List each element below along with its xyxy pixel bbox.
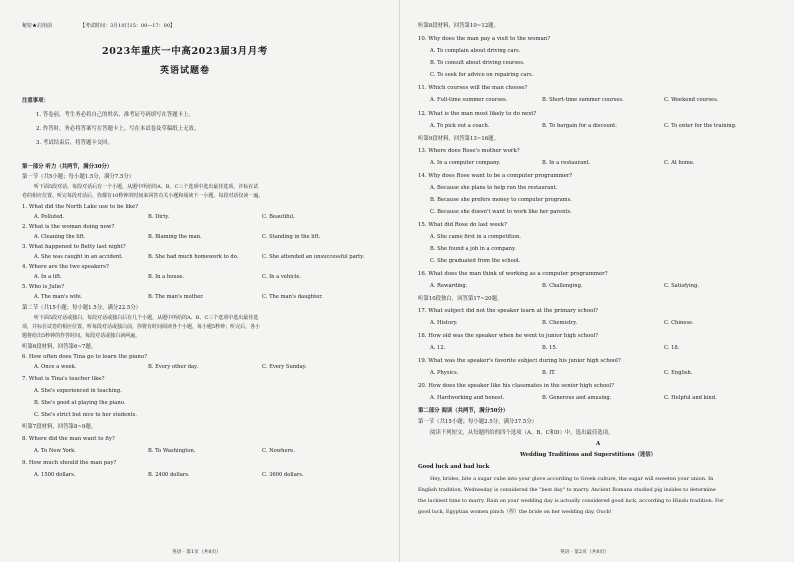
question-stem: 13. Where does Rose's mother work? bbox=[418, 148, 520, 154]
passage-line: Hey, brides, bite a sugar cube into your glove according to Greek culture, the sugar will sweeten your union. In bbox=[430, 476, 714, 482]
question-stem: 4. Where are the two speakers? bbox=[22, 264, 109, 270]
part2-instruction: 阅读下列短文，从每题所给的四个选项（A、B、C和D）中，选出最佳选项。 bbox=[430, 430, 614, 436]
option-a: A. Cleaning the lift. bbox=[34, 234, 86, 240]
option-c: C. Every Sunday. bbox=[262, 364, 307, 370]
option-c: C. Helpful and kind. bbox=[664, 395, 717, 401]
option-c: C. She attended an unsuccessful party. bbox=[262, 254, 365, 260]
question-stem: 19. What was the speaker's favorite subject during his junior high school? bbox=[418, 358, 621, 364]
exam-subtitle: 英语试题卷 bbox=[160, 66, 211, 76]
option-a: A. Polluted. bbox=[34, 214, 65, 220]
option-b: B. Short-time summer courses. bbox=[542, 97, 624, 103]
passage-letter: A bbox=[596, 441, 601, 447]
option-b: B. Generous and amusing. bbox=[542, 395, 612, 401]
section1-heading: 第一节（共5小题；每小题1.5分，满分7.5分） bbox=[22, 174, 135, 180]
option-a: A. Because she plans to help run the restaurant. bbox=[430, 185, 558, 191]
question-stem: 2. What is the woman doing now? bbox=[22, 224, 115, 230]
option-c: C. The man's daughter. bbox=[262, 294, 323, 300]
question-stem: 20. How does the speaker like his classmates in the senior high school? bbox=[418, 383, 615, 389]
question-stem: 14. Why does Rose want to be a computer programmer? bbox=[418, 173, 573, 179]
passage-line: the luckiest time to marry. Rain on your wedding day is actually considered good luck, according to Hindu tradition. For bbox=[418, 498, 724, 504]
question-stem: 1. What did the North Lake use to be like? bbox=[22, 204, 139, 210]
option-a: A. To pick out a coach. bbox=[430, 123, 490, 129]
option-b: B. Challenging. bbox=[542, 283, 583, 289]
option-a: A. Physics. bbox=[430, 370, 459, 376]
section1-instruction: 卷的相应位置。听完每段对话后，你都有10秒钟的时间来回答有关小题和阅读下一小题。每段对话仅读一遍。 bbox=[22, 193, 264, 199]
option-b: B. Dirty. bbox=[148, 214, 170, 220]
passage-subheading: Good luck and bad luck bbox=[418, 464, 490, 470]
option-b: B. 15. bbox=[542, 345, 558, 351]
option-c: C. To seek for advice on repairing cars. bbox=[430, 72, 534, 78]
option-c: C. 3600 dollars. bbox=[262, 472, 304, 478]
question-stem: 8. Where did the man want to fly? bbox=[22, 436, 115, 442]
question-stem: 3. What happened to Betty last night? bbox=[22, 244, 126, 250]
section1-instruction: 听下面5段对话。每段对话后有一个小题，从题中所给的A、B、C三个选项中选出最佳选项，并标在试 bbox=[34, 184, 259, 190]
notes-heading: 注意事项： bbox=[22, 98, 49, 104]
option-b: B. She had much homework to do. bbox=[148, 254, 239, 260]
question-stem: 12. What is the man most likely to do next? bbox=[418, 111, 537, 117]
option-a: A. In a computer company. bbox=[430, 160, 501, 166]
option-b: B. She found a job in a company. bbox=[430, 246, 516, 252]
material-heading: 听第8段材料，回答第10~12题。 bbox=[418, 23, 499, 29]
option-a: A. The man's wife. bbox=[34, 294, 83, 300]
option-c: C. English. bbox=[664, 370, 693, 376]
passage-line: English tradition, Wednesday is considered the "best day" to marry. Ancient Romans studied pig insides to determine bbox=[418, 487, 716, 493]
note-item: 1. 答卷前，考生务必将自己的姓名、准考证号码填写在答题卡上。 bbox=[36, 112, 194, 118]
page-footer: 英语 · 第2页（共8页） bbox=[560, 550, 610, 555]
option-a: A. 12. bbox=[430, 345, 446, 351]
option-b: B. To bargain for a discount. bbox=[542, 123, 617, 129]
secret-label: 秘密★启用前 bbox=[22, 23, 53, 29]
option-b: B. Every other day. bbox=[148, 364, 199, 370]
option-a: A. Rewarding. bbox=[430, 283, 468, 289]
option-a: A. Full-time summer courses. bbox=[430, 97, 508, 103]
option-c: C. Beautiful. bbox=[262, 214, 295, 220]
question-stem: 5. Who is Julie? bbox=[22, 284, 65, 290]
option-b: B. IT. bbox=[542, 370, 556, 376]
option-b: B. To Washington. bbox=[148, 448, 196, 454]
option-a: A. To New York. bbox=[34, 448, 76, 454]
option-c: C. In a vehicle. bbox=[262, 274, 302, 280]
option-c: C. At home. bbox=[664, 160, 695, 166]
option-c: C. To enter for the training. bbox=[664, 123, 737, 129]
option-a: A. She was caught in an accident. bbox=[34, 254, 123, 260]
option-b: B. To consult about driving courses. bbox=[430, 60, 525, 66]
option-c: C. Standing in the lift. bbox=[262, 234, 321, 240]
option-a: A. Once a week. bbox=[34, 364, 77, 370]
question-stem: 7. What is Tina's teacher like? bbox=[22, 376, 105, 382]
question-stem: 11. Which courses will the man choose? bbox=[418, 85, 528, 91]
option-c: C. Nowhere. bbox=[262, 448, 295, 454]
option-b: B. In a restaurant. bbox=[542, 160, 591, 166]
option-b: B. She's good at playing the piano. bbox=[34, 400, 126, 406]
exam-time: 【考试时间：3月10日15：00—17：00】 bbox=[80, 23, 175, 29]
material-heading: 听第6段材料，回答第6~7题。 bbox=[22, 344, 97, 350]
option-c: C. Because she doesn't want to work like her parents. bbox=[430, 209, 572, 215]
option-a: A. History. bbox=[430, 320, 458, 326]
part2-section1-heading: 第一节（共15小题；每小题2.5分，满分37.5分） bbox=[418, 419, 538, 425]
option-c: C. Satisfying. bbox=[664, 283, 699, 289]
material-heading: 听第7段材料，回答第8~9题。 bbox=[22, 424, 97, 430]
option-b: B. Chemistry. bbox=[542, 320, 578, 326]
part2-heading: 第二部分 阅读（共两节，满分50分） bbox=[418, 408, 509, 414]
option-a: A. To complain about driving cars. bbox=[430, 48, 521, 54]
question-stem: 10. Why does the man pay a visit to the woman? bbox=[418, 36, 551, 42]
option-c: C. She's strict but nice to her students. bbox=[34, 412, 137, 418]
option-a: A. Hardworking and honest. bbox=[430, 395, 505, 401]
option-c: C. She graduated from the school. bbox=[430, 258, 521, 264]
option-a: A. She came first in a competition. bbox=[430, 234, 521, 240]
question-stem: 6. How often does Tina go to learn the piano? bbox=[22, 354, 147, 360]
option-b: B. 2400 dollars. bbox=[148, 472, 190, 478]
passage-title: Wedding Traditions and Superstitions（迷信） bbox=[520, 452, 657, 458]
material-heading: 听第10段独白，回答第17~20题。 bbox=[418, 296, 503, 302]
option-c: C. Chinese. bbox=[664, 320, 694, 326]
option-a: A. 1500 dollars. bbox=[34, 472, 76, 478]
question-stem: 17. What subject did not the speaker learn at the primary school? bbox=[418, 308, 598, 314]
option-b: B. Because she prefers money to computer programs. bbox=[430, 197, 572, 203]
option-a: A. In a lift. bbox=[34, 274, 62, 280]
question-stem: 16. What does the man think of working as a computer programmer? bbox=[418, 271, 608, 277]
question-stem: 18. How old was the speaker when he went to junior high school? bbox=[418, 333, 599, 339]
section2-instruction: 听下面5段对话或独白。每段对话或独白后有几个小题，从题中所给的A、B、C三个选项中选出最佳选 bbox=[34, 315, 259, 321]
right-page bbox=[402, 0, 794, 562]
question-stem: 15. What did Rose do last week? bbox=[418, 222, 507, 228]
section2-instruction: 题将给出5秒钟的作答时间。每段对话或独白读两遍。 bbox=[22, 333, 141, 339]
option-c: C. 18. bbox=[664, 345, 680, 351]
page-footer: 英语 · 第1页（共8页） bbox=[172, 550, 222, 555]
exam-title: 2023年重庆一中高2023届3月月考 bbox=[102, 46, 268, 57]
section2-instruction: 项，并标在试卷的相应位置。听每段对话或独白前，你将有时间阅读各个小题，每小题5秒钟；听完后，各小 bbox=[22, 324, 261, 330]
question-stem: 9. How much should the man pay? bbox=[22, 460, 117, 466]
material-heading: 听第9段材料，回答第13~16题。 bbox=[418, 136, 499, 142]
note-item: 3. 考试结束后，将答题卡交回。 bbox=[36, 140, 113, 146]
option-b: B. The man's mother. bbox=[148, 294, 204, 300]
note-item: 2. 作答时，务必将答案写在答题卡上。写在本试卷及草稿纸上无效。 bbox=[36, 126, 200, 132]
part1-heading: 第一部分 听力（共两节，满分30分） bbox=[22, 164, 113, 170]
option-a: A. She's experienced in teaching. bbox=[34, 388, 122, 394]
passage-line: good luck, Egyptian women pinch（捏）the bride on her wedding day. Ouch! bbox=[418, 509, 612, 515]
option-b: B. In a house. bbox=[148, 274, 185, 280]
section2-heading: 第二节（共15小题；每小题1.5分，满分22.5分） bbox=[22, 305, 142, 311]
page-divider bbox=[399, 0, 400, 562]
option-b: B. Blaming the man. bbox=[148, 234, 202, 240]
option-c: C. Weekend courses. bbox=[664, 97, 719, 103]
